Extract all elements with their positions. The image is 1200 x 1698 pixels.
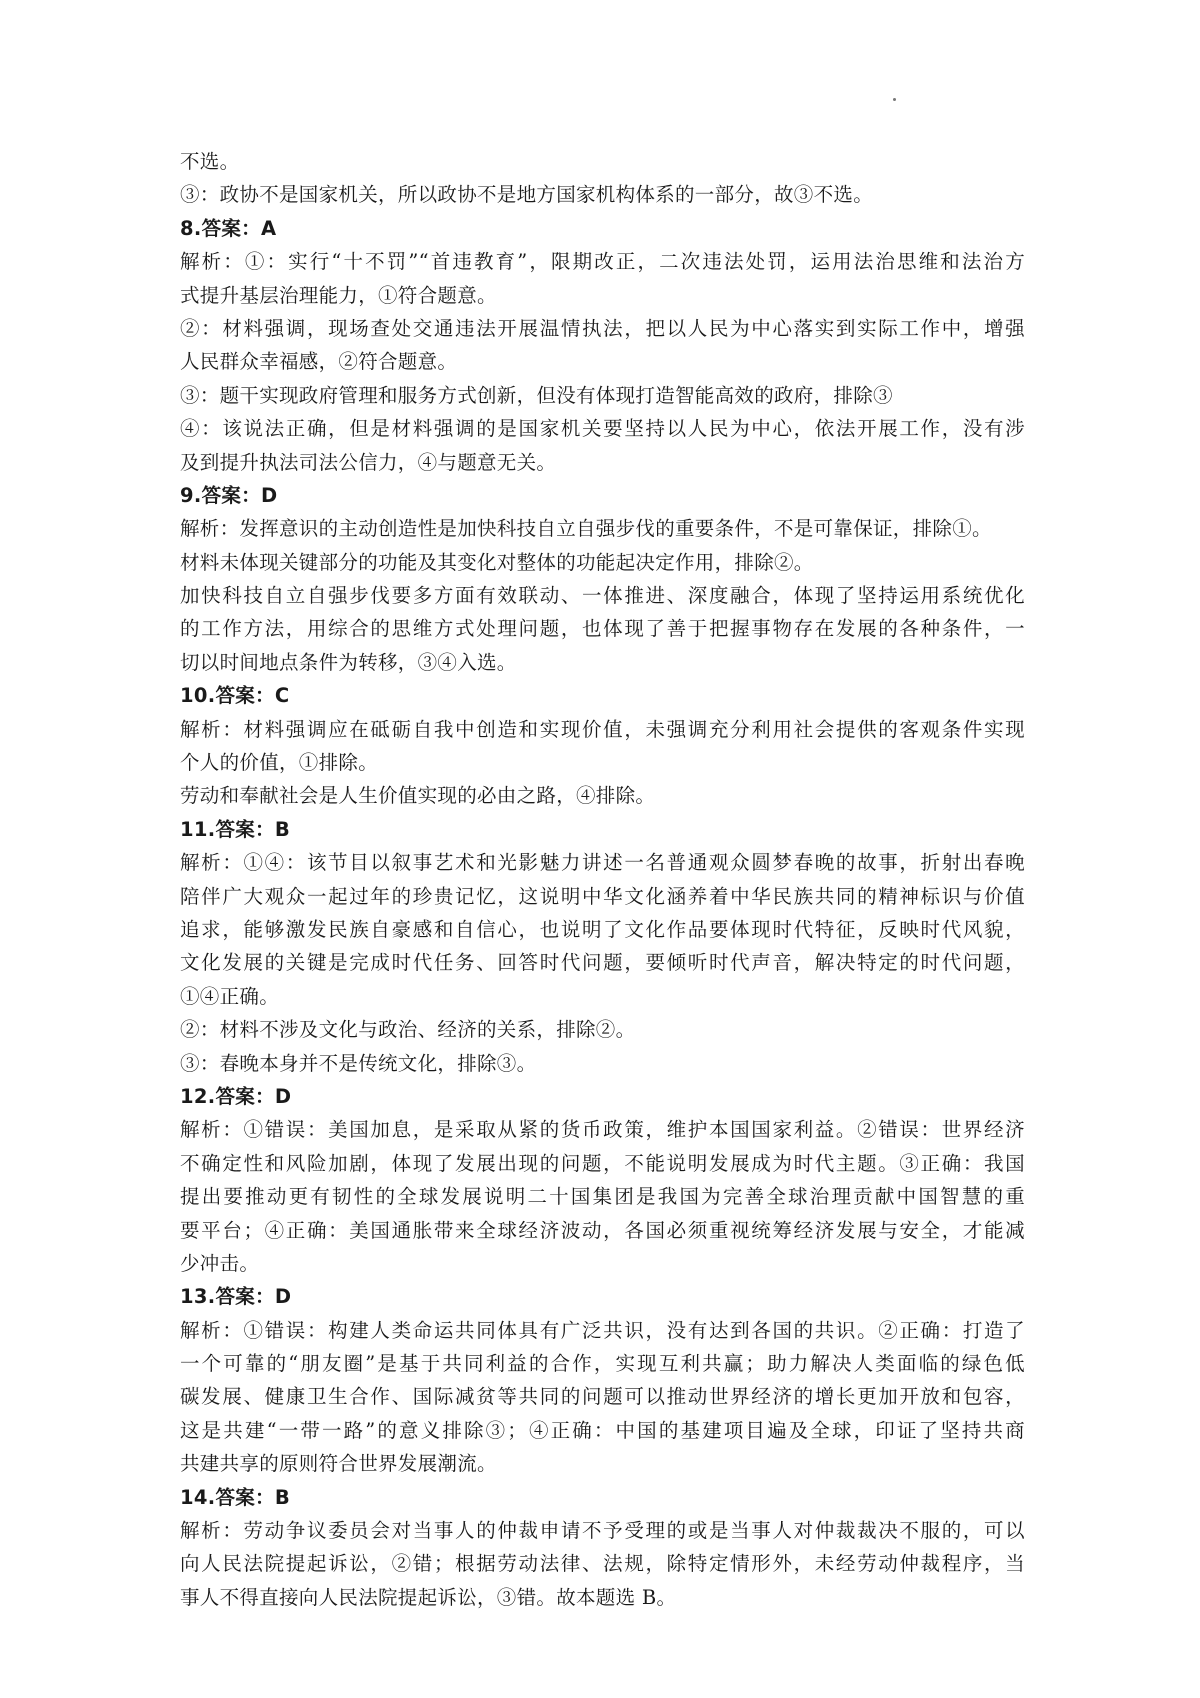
explanation-line: 不确定性和风险加剧，体现了发展出现的问题，不能说明发展成为时代主题。③正确：我国: [180, 1151, 1025, 1175]
explanation-line: 及到提升执法司法公信力，④与题意无关。: [180, 450, 557, 474]
explanation-line: 加快科技自立自强步伐要多方面有效联动、一体推进、深度融合，体现了坚持运用系统优化: [180, 584, 1025, 608]
answer-heading: 8.答案：A: [180, 216, 277, 240]
explanation-line: 人民群众幸福感，②符合题意。: [180, 350, 458, 374]
explanation-line: 陪伴广大观众一起过年的珍贵记忆，这说明中华文化涵养着中华民族共同的精神标识与价值: [180, 884, 1025, 908]
answer-heading: 10.答案：C: [180, 684, 290, 708]
explanation-line: ④：该说法正确，但是材料强调的是国家机关要坚持以人民为中心，依法开展工作，没有涉: [180, 417, 1025, 441]
page-mark-dot: [893, 98, 896, 101]
answer-heading: 12.答案：D: [180, 1084, 292, 1108]
explanation-line: 解析：①：实行“十不罚”“首违教育”，限期改正，二次违法处罚，运用法治思维和法治方: [180, 250, 1025, 274]
explanation-line: ②：材料强调，现场查处交通违法开展温情执法，把以人民为中心落实到实际工作中，增强: [180, 316, 1025, 340]
explanation-line: 解析：材料强调应在砥砺自我中创造和实现价值，未强调充分利用社会提供的客观条件实现: [180, 717, 1025, 741]
explanation-line: 要平台；④正确：美国通胀带来全球经济波动，各国必须重视统筹经济发展与安全，才能减: [180, 1218, 1025, 1242]
explanation-line: ③：春晚本身并不是传统文化，排除③。: [180, 1051, 537, 1075]
explanation-line: 个人的价值，①排除。: [180, 751, 379, 775]
explanation-line: 提出要推动更有韧性的全球发展说明二十国集团是我国为完善全球治理贡献中国智慧的重: [180, 1185, 1025, 1209]
document-page: [180, 145, 1025, 1614]
explanation-line: 解析：劳动争议委员会对当事人的仲裁申请不予受理的或是当事人对仲裁裁决不服的，可以: [180, 1519, 1025, 1543]
explanation-line: 一个可靠的“朋友圈”是基于共同利益的合作，实现互利共赢；助力解决人类面临的绿色低: [180, 1352, 1025, 1376]
explanation-line: ③：题干实现政府管理和服务方式创新，但没有体现打造智能高效的政府，排除③: [180, 383, 893, 407]
explanation-line: 切以时间地点条件为转移，③④入选。: [180, 650, 517, 674]
explanation-line: 少冲击。: [180, 1251, 260, 1275]
explanation-line: 材料未体现关键部分的功能及其变化对整体的功能起决定作用，排除②。: [180, 550, 814, 574]
explanation-line: 向人民法院提起诉讼，②错；根据劳动法律、法规，除特定情形外，未经劳动仲裁程序，当: [180, 1552, 1025, 1576]
explanation-line: 的工作方法，用综合的思维方式处理问题，也体现了善于把握事物存在发展的各种条件，一: [180, 617, 1025, 641]
answer-heading: 13.答案：D: [180, 1285, 292, 1309]
explanation-line: 解析：①④：该节目以叙事艺术和光影魅力讲述一名普通观众圆梦春晚的故事，折射出春晚: [180, 851, 1025, 875]
explanation-line: 劳动和奉献社会是人生价值实现的必由之路，④排除。: [180, 784, 656, 808]
explanation-line: 文化发展的关键是完成时代任务、回答时代问题，要倾听时代声音，解决特定的时代问题，: [180, 951, 1025, 975]
answer-heading: 9.答案：D: [180, 483, 278, 507]
explanation-line: 碳发展、健康卫生合作、国际减贫等共同的问题可以推动世界经济的增长更加开放和包容，: [180, 1385, 1025, 1409]
explanation-line: 解析：发挥意识的主动创造性是加快科技自立自强步伐的重要条件，不是可靠保证，排除①。: [180, 517, 992, 541]
explanation-line: ①④正确。: [180, 984, 280, 1008]
explanation-line: 事人不得直接向人民法院提起诉讼，③错。故本题选 B。: [180, 1585, 677, 1609]
explanation-line: 这是共建“一带一路”的意义排除③；④正确：中国的基建项目遍及全球，印证了坚持共商: [180, 1418, 1025, 1442]
explanation-line: ③：政协不是国家机关，所以政协不是地方国家机构体系的一部分，故③不选。: [180, 183, 874, 207]
answer-heading: 14.答案：B: [180, 1485, 291, 1509]
explanation-line: 不选。: [180, 150, 240, 173]
answer-heading: 11.答案：B: [180, 817, 291, 841]
explanation-line: 追求，能够激发民族自豪感和自信心，也说明了文化作品要体现时代特征，反映时代风貌，: [180, 917, 1025, 941]
explanation-line: 共建共享的原则符合世界发展潮流。: [180, 1452, 497, 1476]
explanation-line: 解析：①错误：构建人类命运共同体具有广泛共识，没有达到各国的共识。②正确：打造了: [180, 1318, 1025, 1342]
explanation-line: ②：材料不涉及文化与政治、经济的关系，排除②。: [180, 1018, 636, 1042]
explanation-line: 式提升基层治理能力，①符合题意。: [180, 283, 497, 307]
explanation-line: 解析：①错误：美国加息，是采取从紧的货币政策，维护本国国家利益。②错误：世界经济: [180, 1118, 1025, 1142]
